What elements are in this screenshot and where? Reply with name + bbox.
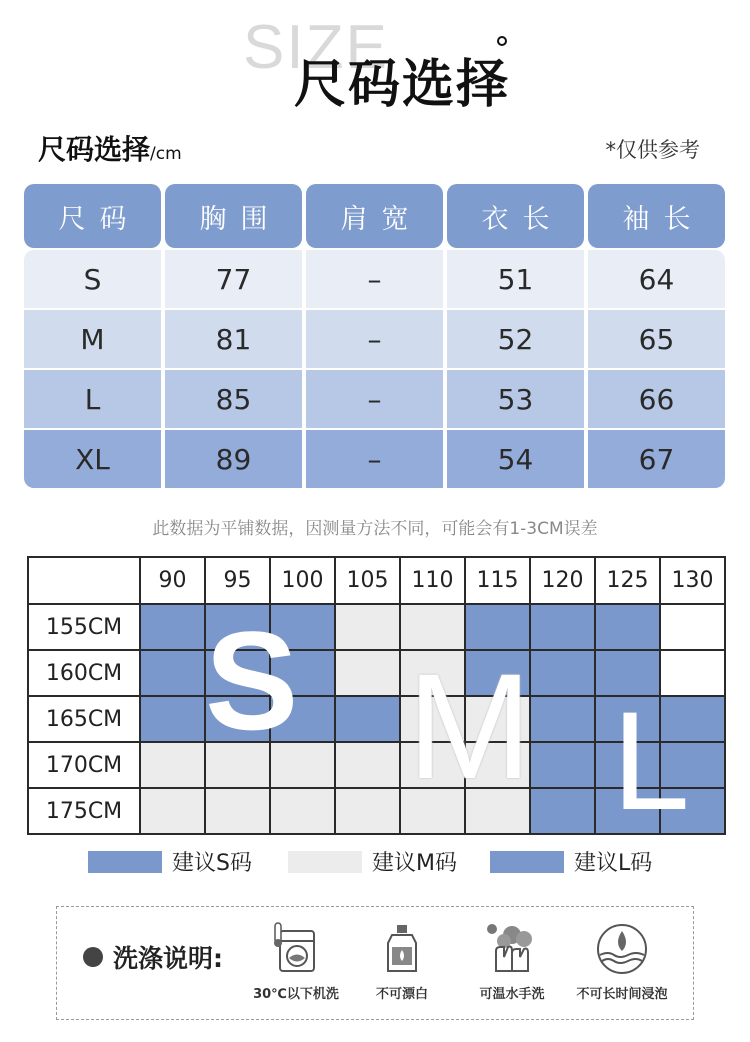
grid-cell-blue bbox=[595, 604, 660, 650]
wash-title-text: 洗涤说明: bbox=[113, 944, 223, 973]
table-cell: XL bbox=[24, 430, 161, 488]
grid-header-row bbox=[28, 557, 725, 604]
table-cell: 65 bbox=[588, 310, 725, 368]
table-cell: 51 bbox=[447, 250, 584, 308]
grid-weight-header: 90 bbox=[140, 557, 205, 604]
table-cell: – bbox=[306, 370, 443, 428]
grid-height-label: 175CM bbox=[28, 788, 140, 834]
table-row bbox=[24, 250, 726, 308]
legend-item-s bbox=[88, 846, 252, 877]
table-cell: M bbox=[24, 310, 161, 368]
size-table-header bbox=[24, 184, 726, 248]
wash-item bbox=[347, 921, 457, 1002]
reference-note: *仅供参考 bbox=[605, 138, 700, 162]
grid-cell-blue bbox=[530, 742, 595, 788]
column-header: 肩宽 bbox=[306, 184, 443, 248]
hand-wash-icon bbox=[482, 921, 542, 977]
grid-height-label: 170CM bbox=[28, 742, 140, 788]
column-header: 衣长 bbox=[447, 184, 584, 248]
wash-label: 30℃以下机洗 bbox=[253, 987, 339, 1002]
grid-cell-blue bbox=[140, 696, 205, 742]
hero-header bbox=[0, 0, 750, 115]
grid-cell-blue bbox=[530, 604, 595, 650]
legend-swatch bbox=[490, 851, 564, 873]
table-cell: S bbox=[24, 250, 161, 308]
grid-height-label: 155CM bbox=[28, 604, 140, 650]
table-cell: 53 bbox=[447, 370, 584, 428]
grid-cell-gray bbox=[335, 650, 400, 696]
wash-item bbox=[241, 921, 351, 1002]
no-soak-icon bbox=[594, 921, 650, 977]
legend-swatch bbox=[288, 851, 362, 873]
table-cell: 66 bbox=[588, 370, 725, 428]
legend-swatch bbox=[88, 851, 162, 873]
measurement-disclaimer: 此数据为平铺数据，因测量方法不同，可能会有1-3CM误差 bbox=[152, 519, 598, 539]
table-cell: L bbox=[24, 370, 161, 428]
size-table bbox=[24, 184, 726, 490]
grid-weight-header: 125 bbox=[595, 557, 660, 604]
grid-weight-header: 95 bbox=[205, 557, 270, 604]
grid-cell-blue bbox=[530, 650, 595, 696]
table-row bbox=[24, 310, 726, 368]
grid-weight-header: 115 bbox=[465, 557, 530, 604]
grid-cell-gray bbox=[140, 788, 205, 834]
bleach-bottle-icon bbox=[376, 921, 428, 977]
legend-item-l bbox=[490, 846, 652, 877]
table-cell: 64 bbox=[588, 250, 725, 308]
table-cell: – bbox=[306, 310, 443, 368]
legend-label: 建议M码 bbox=[372, 851, 457, 876]
page-title: 尺码选择 bbox=[294, 55, 511, 115]
grid-cell-gray bbox=[335, 788, 400, 834]
legend-label: 建议S码 bbox=[172, 851, 252, 876]
wash-title bbox=[83, 939, 223, 975]
grid-cell-gray bbox=[270, 788, 335, 834]
table-row bbox=[24, 430, 726, 488]
grid-cell-blue bbox=[530, 696, 595, 742]
table-cell: 81 bbox=[165, 310, 302, 368]
grid-cell-gray bbox=[205, 788, 270, 834]
grid-height-label: 165CM bbox=[28, 696, 140, 742]
wash-item bbox=[567, 921, 677, 1002]
table-cell: 85 bbox=[165, 370, 302, 428]
legend-item-m bbox=[288, 846, 457, 877]
washing-machine-icon bbox=[270, 921, 322, 977]
grid-weight-header: 120 bbox=[530, 557, 595, 604]
unit-label: /cm bbox=[150, 144, 182, 164]
grid-cell-blue bbox=[335, 696, 400, 742]
bullet-icon bbox=[83, 947, 103, 967]
grid-weight-header: 105 bbox=[335, 557, 400, 604]
hero-bg-word: SIZE bbox=[243, 13, 389, 82]
grid-cell-blue bbox=[530, 788, 595, 834]
wash-label: 不可长时间浸泡 bbox=[576, 987, 668, 1002]
table-cell: 77 bbox=[165, 250, 302, 308]
column-header: 胸围 bbox=[165, 184, 302, 248]
table-cell: – bbox=[306, 250, 443, 308]
wash-label: 可温水手洗 bbox=[479, 987, 545, 1002]
grid-letter-s: S bbox=[205, 602, 299, 759]
grid-cell-blue bbox=[140, 650, 205, 696]
title-dot-icon bbox=[497, 36, 507, 46]
grid-cell-blue bbox=[140, 604, 205, 650]
grid-row bbox=[28, 604, 725, 650]
table-cell: 89 bbox=[165, 430, 302, 488]
table-cell: 54 bbox=[447, 430, 584, 488]
grid-cell-gray bbox=[335, 742, 400, 788]
section-title-text: 尺码选择 bbox=[38, 133, 151, 166]
legend-label: 建议L码 bbox=[574, 851, 653, 876]
grid-letter-m: M bbox=[407, 642, 532, 810]
grid-cell-gray bbox=[140, 742, 205, 788]
wash-label: 不可漂白 bbox=[375, 987, 428, 1002]
grid-letter-l: L bbox=[612, 682, 690, 839]
table-cell: 67 bbox=[588, 430, 725, 488]
table-cell: – bbox=[306, 430, 443, 488]
grid-height-label: 160CM bbox=[28, 650, 140, 696]
wash-instructions bbox=[56, 906, 694, 1020]
grid-weight-header: 110 bbox=[400, 557, 465, 604]
grid-corner-cell bbox=[28, 557, 140, 604]
column-header: 袖长 bbox=[588, 184, 725, 248]
grid-weight-header: 130 bbox=[660, 557, 725, 604]
table-cell: 52 bbox=[447, 310, 584, 368]
grid-cell-empty bbox=[660, 604, 725, 650]
grid-legend bbox=[0, 846, 750, 876]
section-title bbox=[38, 128, 182, 168]
table-row bbox=[24, 370, 726, 428]
grid-cell-gray bbox=[335, 604, 400, 650]
wash-item bbox=[457, 921, 567, 1002]
column-header: 尺码 bbox=[24, 184, 161, 248]
grid-weight-header: 100 bbox=[270, 557, 335, 604]
